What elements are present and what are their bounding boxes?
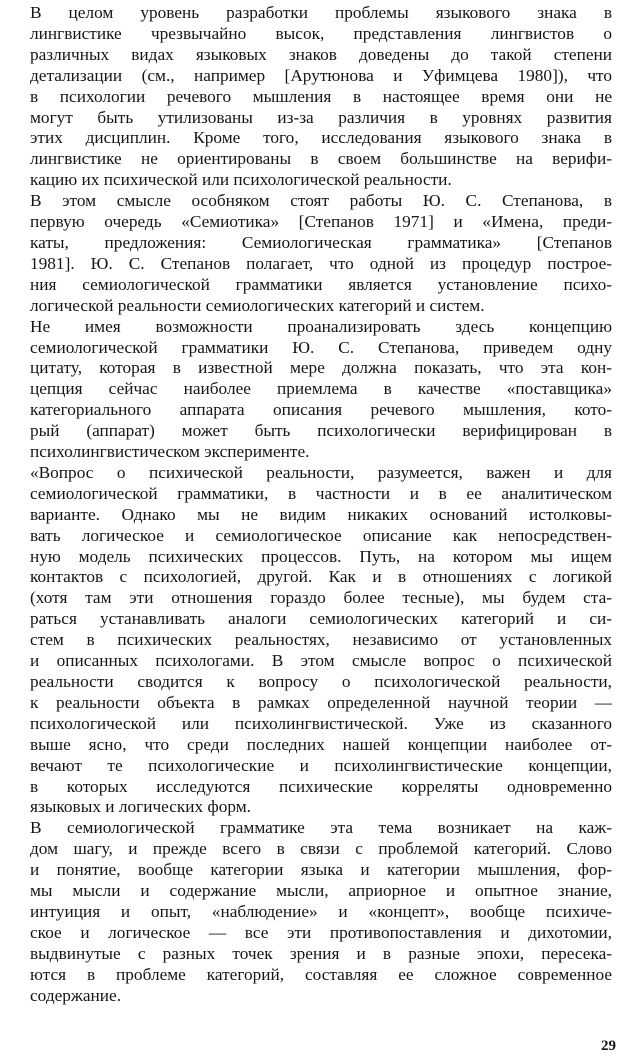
- text-line: могут быть утилизованы из-за различия в уровнях развития: [30, 107, 612, 127]
- text-line: цитату, которая в известной мере должна показать, что эта кон-: [30, 358, 612, 378]
- text-line: содержание.: [30, 985, 122, 1005]
- text-line: категориального аппарата описания речевого мышления, кото-: [30, 400, 612, 420]
- text-line: В семиологической грамматике эта тема возникает на каж-: [30, 818, 612, 838]
- text-line: Не имея возможности проанализировать здесь концепцию: [30, 316, 612, 336]
- text-line: в которых исследуются психические корреляты одновременно: [30, 776, 612, 796]
- paragraph: [6, 191, 612, 316]
- text-line: детализации (см., например [Арутюнова и Уфимцева 1980]), что: [30, 65, 612, 85]
- text-line: раться устанавливать аналоги семиологических категорий и си-: [30, 609, 612, 629]
- text-line: кацию их психической или психологической реальности.: [30, 170, 452, 190]
- paragraph: [6, 463, 612, 818]
- text-line: контактов с психологией, другой. Как и в отношениях с логикой: [30, 567, 612, 587]
- text-line: варианте. Однако мы не видим никаких оснований истолковы-: [30, 504, 612, 524]
- text-line: различных видах языковых знаков доведены до такой степени: [30, 44, 612, 64]
- text-line: ную модель психических процессов. Путь, на котором мы ищем: [30, 546, 612, 566]
- text-line: реальности сводится к вопросу о психологической реальности,: [30, 672, 612, 691]
- text-line: «Вопрос о психической реальности, разумеется, важен и для: [30, 462, 612, 482]
- text-line: выше ясно, что среди последних нашей концепции наиболее от-: [30, 734, 612, 754]
- text-line: лингвистике чрезвычайно высок, представления лингвистов о: [30, 23, 612, 43]
- text-line: лингвистике не ориентированы в своем большинстве на верифи-: [30, 149, 612, 169]
- text-line: и описанных психологами. В этом смысле вопрос о психической: [30, 651, 612, 671]
- text-line: ния семиологической грамматики является установление психо-: [30, 274, 612, 294]
- text-line: цепция сейчас наиболее приемлема в качестве «поставщика»: [30, 379, 612, 399]
- text-line: (хотя там эти отношения гораздо более тесные), мы будем ста-: [30, 588, 612, 608]
- text-line: ское и логическое — все эти противопоставления и дихотомии,: [30, 922, 612, 942]
- text-line: дом шагу, и прежде всего в связи с проблемой категорий. Слово: [30, 839, 612, 859]
- text-line: ются в проблеме категорий, составляя ее сложное современное: [30, 964, 612, 984]
- text-line: и понятие, вообще категории языка и категории мышления, фор-: [30, 860, 612, 880]
- paragraph: [6, 317, 612, 463]
- text-line: мы мысли и содержание мысли, априорное и опытное знание,: [30, 881, 612, 901]
- text-line: интуиция и опыт, «наблюдение» и «концепт», вообще психиче-: [30, 901, 612, 921]
- text-line: психологической или психолингвистической. Уже из сказанного: [30, 713, 612, 733]
- text-line: В этом смысле особняком стоят работы Ю. С. Степанова, в: [30, 191, 612, 211]
- paragraph: [6, 3, 612, 191]
- text-line: в психологии речевого мышления в настоящее время они не: [30, 86, 612, 106]
- text-line: вать логическое и семиологическое описание как непосредствен-: [30, 525, 612, 545]
- text-line: стем в психических реальностях, независимо от установленных: [30, 630, 612, 650]
- text-line: языковых и логических форм.: [30, 797, 251, 817]
- text-line: каты, предложения: Семиологическая грамматика» [Степанов: [30, 232, 612, 252]
- page-number: 29: [601, 1038, 616, 1054]
- text-line: рый (аппарат) может быть психологически верифицирован в: [30, 421, 612, 441]
- text-line: психолингвистическом эксперименте.: [30, 442, 310, 462]
- text-line: семиологической грамматики Ю. С. Степанова, приведем одну: [30, 337, 612, 357]
- text-line: вечают те психологические и психолингвистические концепции,: [30, 755, 612, 775]
- text-line: семиологической грамматики, в частности и в ее аналитическом: [30, 483, 612, 503]
- text-line: к реальности объекта в рамках определенной научной теории —: [30, 692, 612, 712]
- paragraph: [6, 818, 612, 1006]
- text-line: В целом уровень разработки проблемы языкового знака в: [30, 3, 612, 22]
- text-line: выдвинутые с разных точек зрения и в разные эпохи, пересека-: [30, 943, 612, 963]
- text-line: 1981]. Ю. С. Степанов полагает, что одной из процедур построе-: [30, 253, 612, 273]
- text-line: логической реальности семиологических категорий и систем.: [30, 295, 485, 315]
- text-line: первую очередь «Семиотика» [Степанов 1971] и «Имена, преди-: [30, 212, 612, 232]
- text-line: этих дисциплин. Кроме того, исследования языкового знака в: [30, 128, 612, 148]
